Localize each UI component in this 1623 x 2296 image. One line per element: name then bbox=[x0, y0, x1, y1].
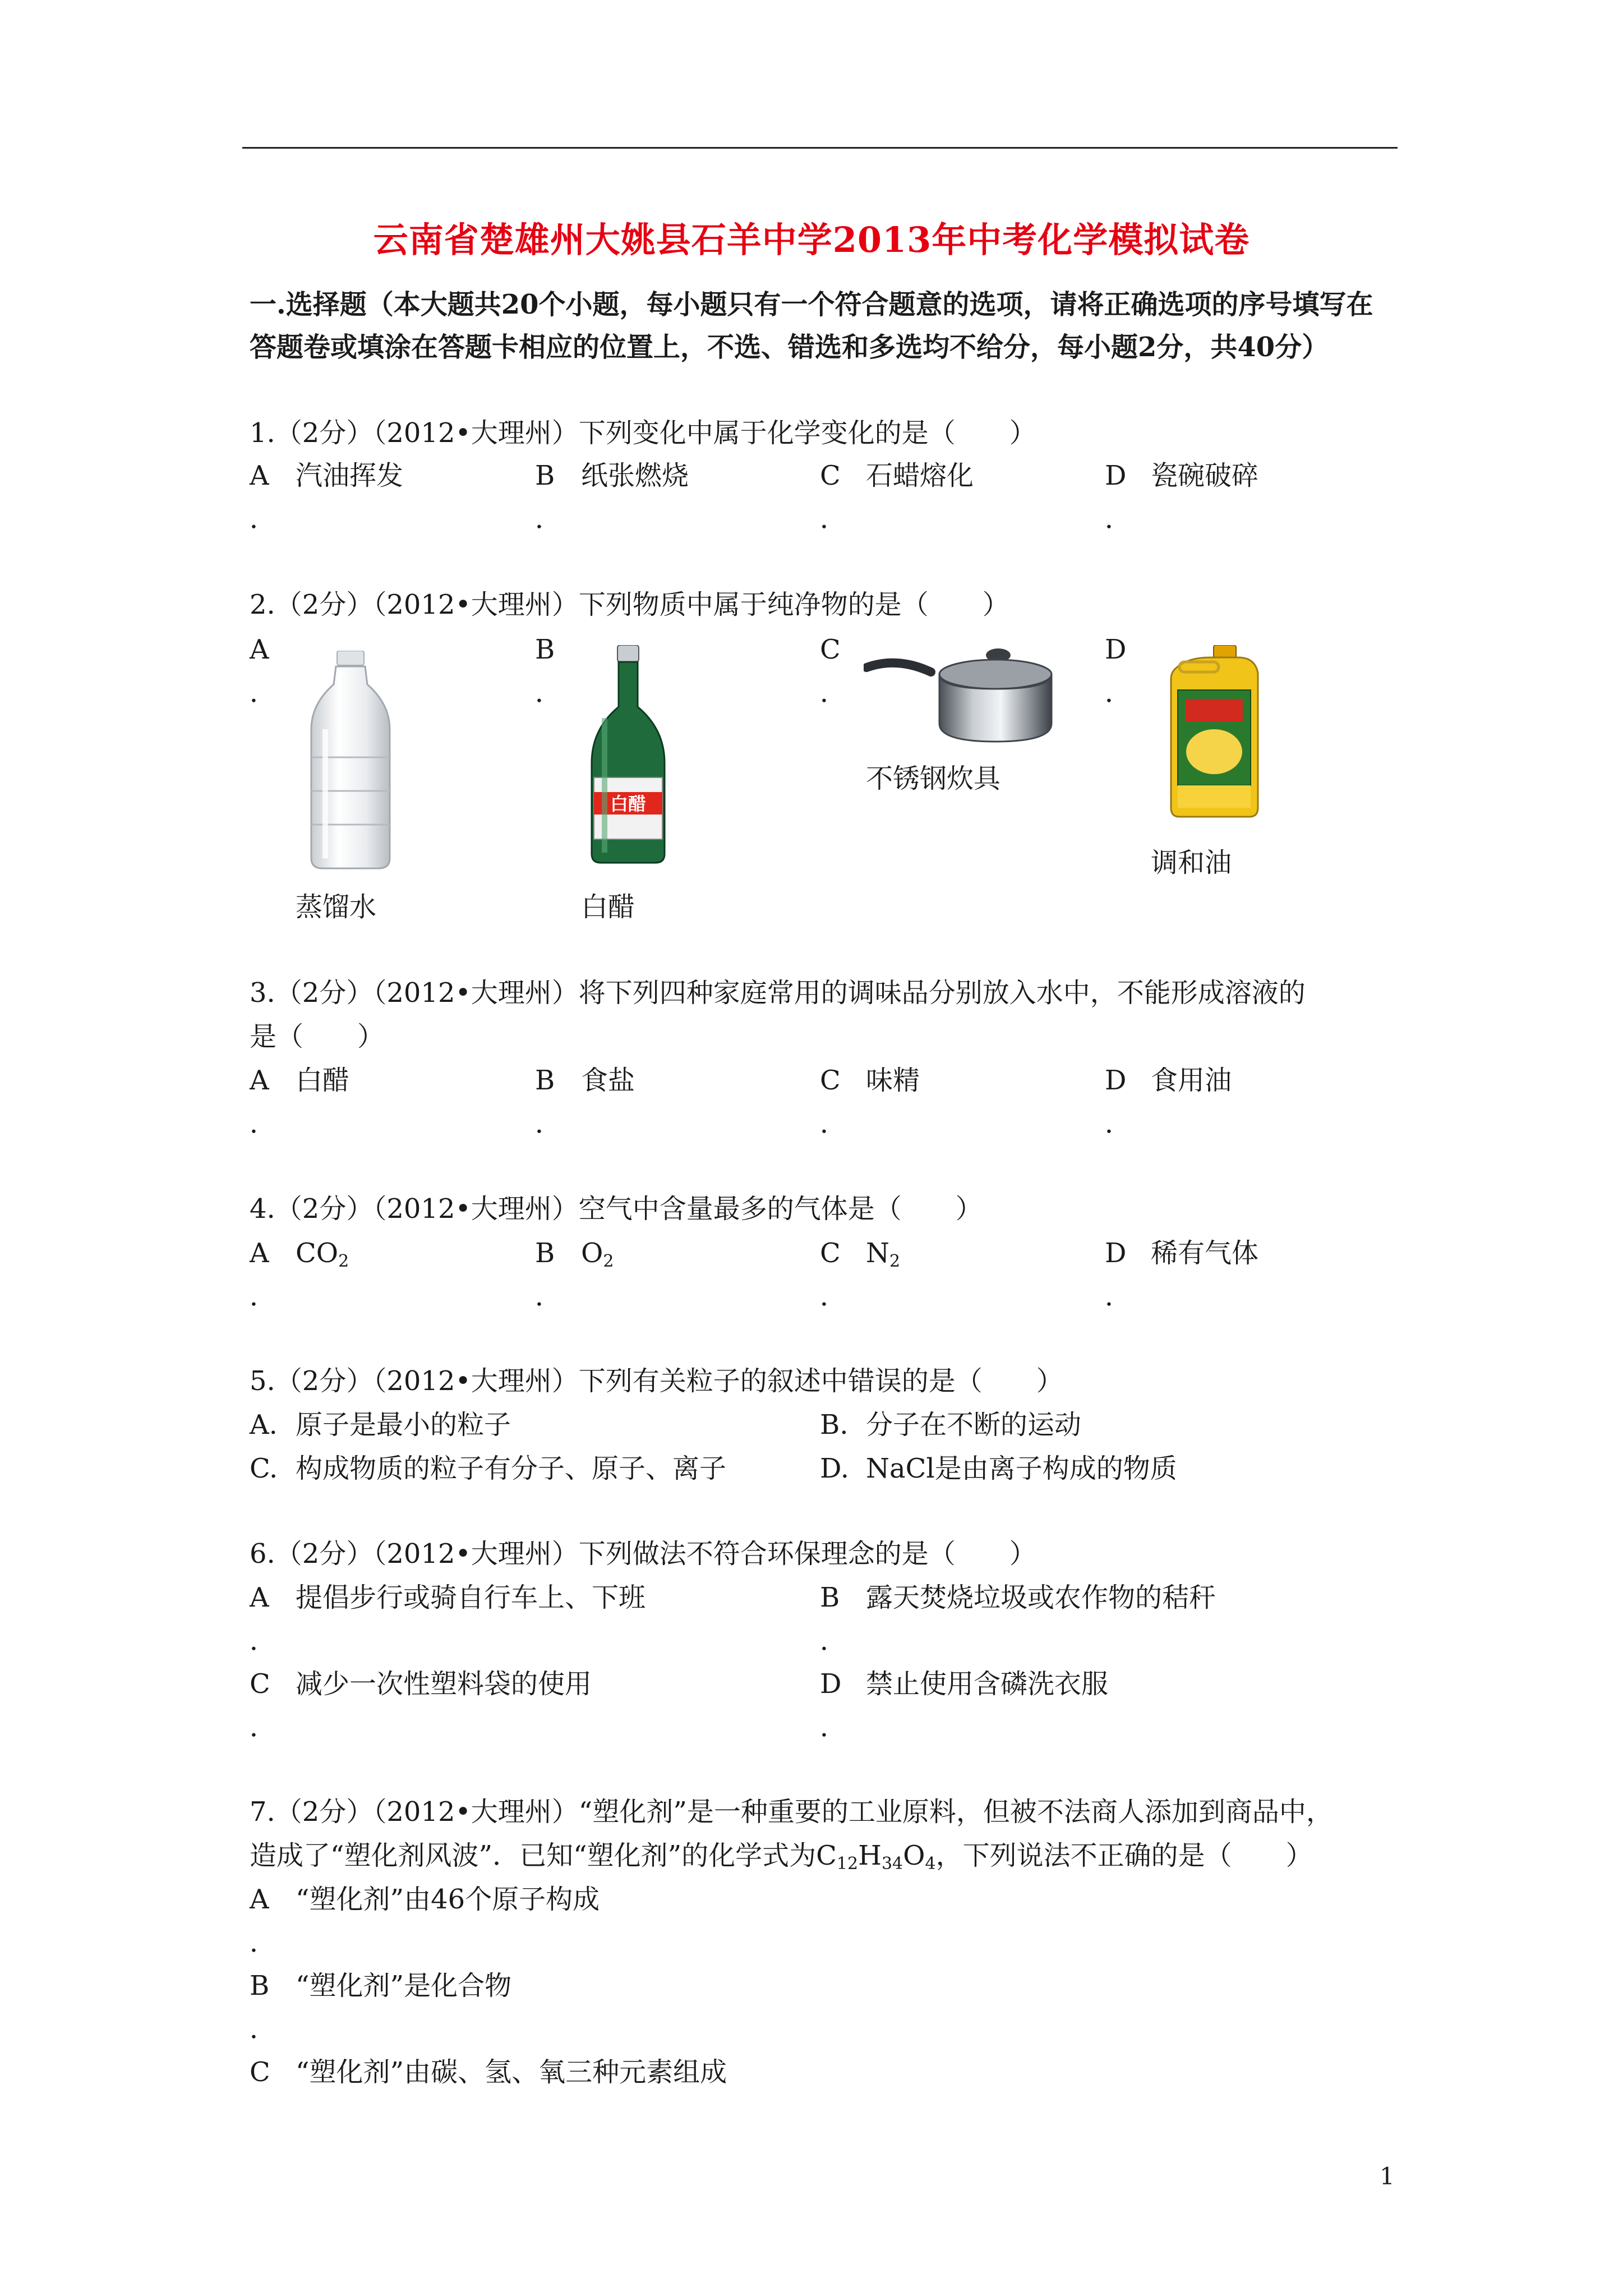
q7-sub-h: 34 bbox=[881, 1854, 903, 1874]
q1-option-b-letter: B bbox=[535, 460, 555, 491]
question-6-stem: 6.（2分）（2012•大理州）下列做法不符合环保理念的是（ ） bbox=[250, 1538, 1036, 1570]
q4-dot-c: ． bbox=[820, 1281, 847, 1312]
q3-option-b-letter: B bbox=[535, 1065, 555, 1096]
q6-option-d[interactable]: 禁止使用含磷洗衣服 bbox=[866, 1668, 1109, 1700]
q3-dot-b: ． bbox=[535, 1108, 562, 1139]
q3-option-b[interactable]: 食盐 bbox=[581, 1065, 635, 1096]
q2-option-b-letter: B bbox=[535, 634, 555, 665]
vinegar-bottle-image[interactable] bbox=[586, 645, 670, 864]
q1-option-c[interactable]: 石蜡熔化 bbox=[866, 460, 974, 491]
q1-dot-a: ． bbox=[250, 503, 277, 535]
q3-dot-a: ． bbox=[250, 1108, 277, 1139]
q1-dot-c: ． bbox=[820, 503, 847, 535]
q2-option-c[interactable]: 不锈钢炊具 bbox=[866, 763, 1001, 794]
q5-option-c-letter: C. bbox=[250, 1453, 278, 1484]
q3-option-c[interactable]: 味精 bbox=[866, 1065, 920, 1096]
question-7-stem-line1: 7.（2分）（2012•大理州）“塑化剂”是一种重要的工业原料，但被不法商人添加到商品中， bbox=[250, 1796, 1333, 1828]
q6-option-a-letter: A bbox=[250, 1582, 269, 1613]
q4-option-a-letter: A bbox=[250, 1237, 269, 1269]
q4-option-c[interactable] bbox=[866, 1236, 900, 1270]
q4-option-b-letter: B bbox=[535, 1237, 555, 1269]
q6-option-c[interactable]: 减少一次性塑料袋的使用 bbox=[296, 1668, 592, 1700]
q4-a-formula: CO bbox=[296, 1237, 339, 1269]
page-number: 1 bbox=[1380, 2162, 1395, 2190]
q4-option-a[interactable] bbox=[296, 1236, 349, 1270]
q2-option-b[interactable]: 白醋 bbox=[581, 891, 635, 923]
q6-dot-a: ． bbox=[250, 1625, 277, 1657]
q2-option-a[interactable]: 蒸馏水 bbox=[296, 891, 377, 923]
q4-dot-b: ． bbox=[535, 1281, 562, 1312]
oil-jug-image[interactable] bbox=[1165, 645, 1264, 819]
question-1-stem: 1.（2分）（2012•大理州）下列变化中属于化学变化的是（ ） bbox=[250, 417, 1036, 449]
question-2-stem: 2.（2分）（2012•大理州）下列物质中属于纯净物的是（ ） bbox=[250, 589, 1009, 620]
q3-option-d-letter: D bbox=[1105, 1065, 1127, 1096]
q2-dot-c: ． bbox=[820, 677, 847, 708]
q2-option-a-letter: A bbox=[250, 634, 269, 665]
q7-dot-a: ． bbox=[250, 1927, 277, 1958]
q1-dot-b: ． bbox=[535, 503, 562, 535]
q6-dot-c: ． bbox=[250, 1711, 277, 1743]
question-3-stem-line1: 3.（2分）（2012•大理州）将下列四种家庭常用的调味品分别放入水中，不能形成溶液的 bbox=[250, 977, 1306, 1009]
q7-option-b[interactable]: “塑化剂”是化合物 bbox=[296, 1970, 512, 2001]
q5-option-b-letter: B. bbox=[820, 1409, 849, 1441]
q7-option-a-letter: A bbox=[250, 1884, 269, 1915]
q5-option-a-letter: A. bbox=[250, 1409, 278, 1441]
q2-dot-b: ． bbox=[535, 677, 562, 708]
page-title: 云南省楚雄州大姚县石羊中学2013年中考化学模拟试卷 bbox=[373, 219, 1250, 260]
q4-b-subscript: 2 bbox=[603, 1251, 614, 1271]
q1-option-c-letter: C bbox=[820, 460, 841, 491]
q5-option-d[interactable]: NaCl是由离子构成的物质 bbox=[866, 1453, 1177, 1484]
q3-option-a[interactable]: 白醋 bbox=[296, 1065, 350, 1096]
q7-stem-post: ，下列说法不正确的是（ ） bbox=[935, 1840, 1313, 1871]
q6-option-b[interactable]: 露天焚烧垃圾或农作物的秸秆 bbox=[866, 1582, 1216, 1613]
q4-option-c-letter: C bbox=[820, 1237, 841, 1269]
vinegar-label-text: 白醋 bbox=[610, 793, 647, 815]
q1-option-d[interactable]: 瓷碗破碎 bbox=[1151, 460, 1259, 491]
q2-option-d-letter: D bbox=[1105, 634, 1127, 665]
q4-c-formula: N bbox=[866, 1237, 889, 1269]
q7-option-a[interactable]: “塑化剂”由46个原子构成 bbox=[296, 1884, 600, 1915]
q6-dot-b: ． bbox=[820, 1625, 847, 1657]
q7-sub-o: 4 bbox=[925, 1854, 936, 1874]
q5-option-b[interactable]: 分子在不断的运动 bbox=[866, 1409, 1082, 1441]
q1-option-b[interactable]: 纸张燃烧 bbox=[581, 460, 689, 491]
q7-option-c-letter: C bbox=[250, 2056, 270, 2088]
q2-dot-a: ． bbox=[250, 677, 277, 708]
q6-option-c-letter: C bbox=[250, 1668, 270, 1700]
q7-h: H bbox=[858, 1840, 882, 1871]
q4-option-d[interactable]: 稀有气体 bbox=[1151, 1237, 1259, 1269]
q2-option-d[interactable]: 调和油 bbox=[1151, 847, 1232, 878]
q4-a-subscript: 2 bbox=[338, 1251, 349, 1271]
q4-c-subscript: 2 bbox=[889, 1251, 901, 1271]
q1-option-a[interactable]: 汽油挥发 bbox=[296, 460, 404, 491]
steel-pot-image[interactable] bbox=[864, 639, 1054, 746]
question-4-stem: 4.（2分）（2012•大理州）空气中含量最多的气体是（ ） bbox=[250, 1193, 983, 1225]
q4-dot-a: ． bbox=[250, 1281, 277, 1312]
q7-stem-pre: 造成了“塑化剂风波”．已知“塑化剂”的化学式为C bbox=[250, 1840, 837, 1871]
q7-option-b-letter: B bbox=[250, 1970, 270, 2001]
q2-option-c-letter: C bbox=[820, 634, 841, 665]
q3-dot-c: ． bbox=[820, 1108, 847, 1139]
question-3-stem-line2: 是（ ） bbox=[250, 1021, 385, 1052]
q4-b-formula: O bbox=[581, 1237, 603, 1269]
q7-dot-b: ． bbox=[250, 2013, 277, 2045]
q6-option-a[interactable]: 提倡步行或骑自行车上、下班 bbox=[296, 1582, 646, 1613]
q6-option-d-letter: D bbox=[820, 1668, 842, 1700]
q4-option-d-letter: D bbox=[1105, 1237, 1127, 1269]
q3-option-d[interactable]: 食用油 bbox=[1151, 1065, 1232, 1096]
q2-dot-d: ． bbox=[1105, 677, 1132, 708]
q6-dot-d: ． bbox=[820, 1711, 847, 1743]
q1-option-a-letter: A bbox=[250, 460, 269, 491]
q5-option-a[interactable]: 原子是最小的粒子 bbox=[296, 1409, 511, 1441]
q7-option-c[interactable]: “塑化剂”由碳、氢、氧三种元素组成 bbox=[296, 2056, 727, 2088]
q1-option-d-letter: D bbox=[1105, 460, 1127, 491]
question-5-stem: 5.（2分）（2012•大理州）下列有关粒子的叙述中错误的是（ ） bbox=[250, 1365, 1063, 1397]
water-bottle-image[interactable] bbox=[300, 651, 401, 869]
q4-option-b[interactable] bbox=[581, 1236, 614, 1270]
q4-dot-d: ． bbox=[1105, 1281, 1132, 1312]
q5-option-c[interactable]: 构成物质的粒子有分子、原子、离子 bbox=[296, 1453, 727, 1484]
section-header: 一.选择题（本大题共20个小题，每小题只有一个符合题意的选项，请将正确选项的序号填写在答题卷或填涂在答题卡相应的位置上，不选、错选和多选均不给分，每小题2分，共40分） bbox=[250, 289, 1373, 363]
q3-dot-d: ． bbox=[1105, 1108, 1132, 1139]
q3-option-c-letter: C bbox=[820, 1065, 841, 1096]
q7-sub-c: 12 bbox=[836, 1854, 859, 1874]
q1-dot-d: ． bbox=[1105, 503, 1132, 535]
question-7-stem-line2 bbox=[250, 1839, 1313, 1872]
q7-o: O bbox=[903, 1840, 925, 1871]
q3-option-a-letter: A bbox=[250, 1065, 269, 1096]
q5-option-d-letter: D. bbox=[820, 1453, 850, 1484]
q6-option-b-letter: B bbox=[820, 1582, 840, 1613]
header-rule bbox=[242, 147, 1398, 149]
